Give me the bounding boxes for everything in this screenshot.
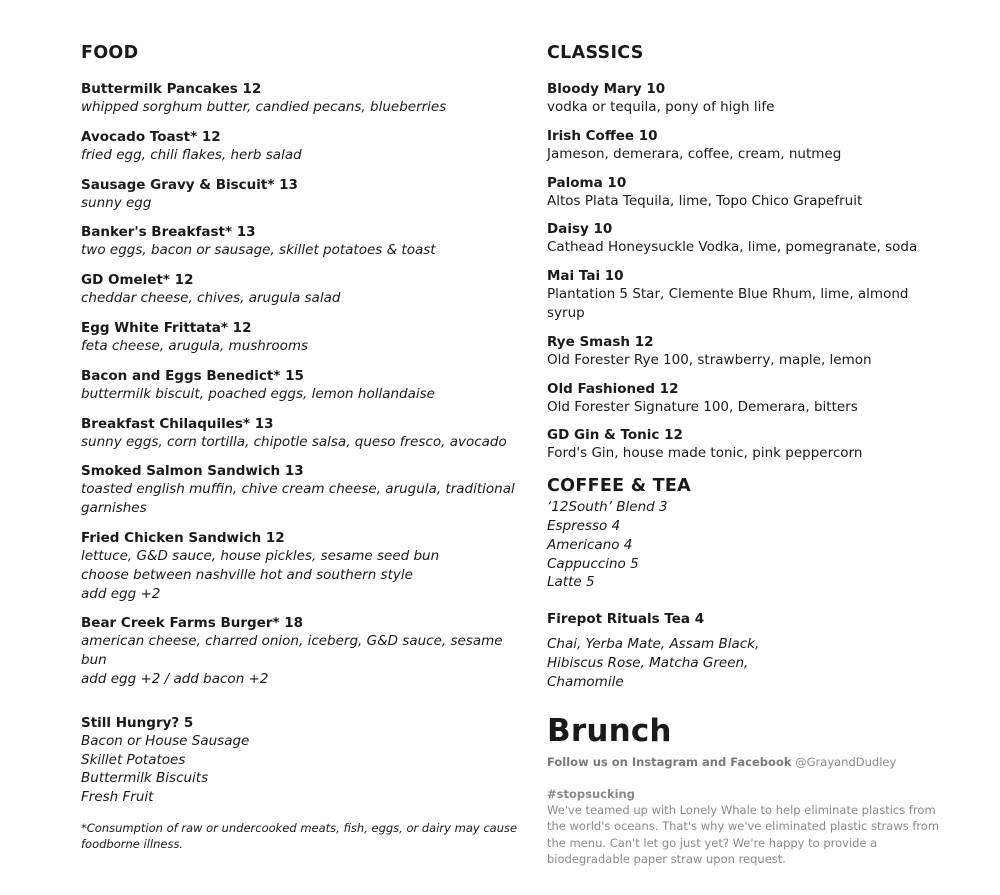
drink-name: Old Fashioned 12	[547, 380, 679, 397]
notice-line: the menu. Can't let go just yet? We're happy to provide a	[547, 835, 878, 850]
coffee-list	[547, 498, 947, 592]
item-desc: lettuce, G&D sauce, house pickles, sesame seed bun	[81, 547, 440, 564]
item-name: Fried Chicken Sandwich 12	[81, 529, 285, 546]
drink-item	[547, 333, 947, 370]
menu-item	[81, 415, 521, 452]
item-desc: sunny eggs, corn tortilla, chipotle salsa, queso fresco, avocado	[81, 433, 507, 450]
drink-item	[547, 174, 947, 211]
coffee-item: ‘12South’ Blend 3	[547, 499, 668, 516]
item-desc: toasted english muffin, chive cream cheese, arugula, traditional	[81, 481, 515, 498]
item-desc: fried egg, chili flakes, herb salad	[81, 146, 302, 163]
drink-name: Mai Tai 10	[547, 268, 624, 285]
item-desc: cheddar cheese, chives, arugula salad	[81, 290, 341, 307]
item-name: Smoked Salmon Sandwich 13	[81, 463, 304, 480]
item-desc: sunny egg	[81, 194, 152, 211]
drink-name: Daisy 10	[547, 221, 613, 238]
still-hungry-title: Still Hungry? 5	[81, 714, 194, 731]
tea-name: Firepot Rituals Tea 4	[547, 611, 705, 628]
drink-name: Irish Coffee 10	[547, 127, 658, 144]
drink-desc: Old Forester Signature 100, Demerara, bitters	[547, 398, 858, 415]
drinks-column	[547, 42, 947, 868]
tea-flavor-line: Chamomile	[547, 673, 624, 690]
menu-item	[81, 271, 521, 308]
menu-item	[81, 529, 521, 603]
drink-item	[547, 380, 947, 417]
drink-item	[547, 80, 947, 117]
drink-desc: Cathead Honeysuckle Vodka, lime, pomegranate, soda	[547, 239, 918, 256]
drink-name: Rye Smash 12	[547, 333, 654, 350]
drink-item	[547, 220, 947, 257]
drink-item	[547, 127, 947, 164]
side-item: Bacon or House Sausage	[81, 732, 250, 749]
social-handle: @GrayandDudley	[791, 754, 897, 769]
drink-desc: Plantation 5 Star, Clemente Blue Rhum, lime, almond syrup	[547, 286, 909, 321]
menu-item	[81, 176, 521, 213]
side-item: Fresh Fruit	[81, 789, 154, 806]
tea-section	[547, 610, 947, 691]
disclaimer-line: *Consumption of raw or undercooked meats, fish, eggs, or dairy may cause	[81, 820, 518, 835]
menu-item	[81, 80, 521, 117]
hashtag: #stopsucking	[547, 786, 635, 801]
drink-desc: Jameson, demerara, coffee, cream, nutmeg	[547, 145, 842, 162]
item-desc: two eggs, bacon or sausage, skillet potatoes & toast	[81, 242, 436, 259]
menu-item	[81, 223, 521, 260]
tea-flavors	[547, 635, 947, 691]
item-name: Sausage Gravy & Biscuit* 13	[81, 176, 298, 193]
item-name: GD Omelet* 12	[81, 272, 194, 289]
drink-name: GD Gin & Tonic 12	[547, 427, 683, 444]
coffee-item: Americano 4	[547, 536, 633, 553]
coffee-item: Cappuccino 5	[547, 555, 639, 572]
item-desc: feta cheese, arugula, mushrooms	[81, 337, 309, 354]
tea-flavor-line: Chai, Yerba Mate, Assam Black,	[547, 636, 760, 653]
item-name: Avocado Toast* 12	[81, 128, 221, 145]
straw-notice	[547, 802, 942, 868]
notice-line: We've teamed up with Lonely Whale to help eliminate plastics from	[547, 802, 936, 817]
item-desc: garnishes	[81, 500, 147, 517]
item-name: Banker's Breakfast* 13	[81, 224, 256, 241]
social-follow	[547, 755, 947, 770]
menu-item	[81, 367, 521, 404]
classics-list	[547, 80, 947, 463]
item-name: Bacon and Eggs Benedict* 15	[81, 367, 304, 384]
drink-item	[547, 267, 947, 323]
drink-name: Bloody Mary 10	[547, 81, 666, 97]
menu-item	[81, 319, 521, 356]
item-desc: whipped sorghum butter, candied pecans, blueberries	[81, 99, 447, 115]
item-name: Buttermilk Pancakes 12	[81, 81, 262, 97]
food-column	[81, 42, 521, 852]
menu-item	[81, 614, 521, 688]
item-name: Breakfast Chilaquiles* 13	[81, 415, 274, 432]
notice-line: the world's oceans. That's why we've eliminated plastic straws from	[547, 819, 940, 834]
menu-item	[81, 462, 521, 518]
item-desc: choose between nashville hot and southern style	[81, 566, 413, 583]
notice-line: biodegradable paper straw upon request.	[547, 852, 786, 867]
coffee-item: Espresso 4	[547, 517, 621, 534]
item-name: Egg White Frittata* 12	[81, 319, 252, 336]
coffee-tea-heading: COFFEE & TEA	[547, 476, 692, 497]
drink-item	[547, 426, 947, 463]
side-item: Buttermilk Biscuits	[81, 770, 209, 787]
drink-desc: vodka or tequila, pony of high life	[547, 99, 775, 115]
consumption-disclaimer	[81, 820, 521, 852]
item-desc: add egg +2	[81, 585, 161, 602]
drink-desc: Ford's Gin, house made tonic, pink peppercorn	[547, 445, 863, 462]
still-hungry-section	[81, 714, 521, 807]
classics-heading: CLASSICS	[547, 43, 644, 63]
drink-name: Paloma 10	[547, 174, 627, 191]
side-item: Skillet Potatoes	[81, 751, 186, 768]
food-heading: FOOD	[81, 43, 139, 63]
menu-item	[81, 128, 521, 165]
coffee-item: Latte 5	[547, 574, 595, 591]
disclaimer-line: foodborne illness.	[81, 836, 184, 851]
drink-desc: Altos Plata Tequila, lime, Topo Chico Grapefruit	[547, 192, 863, 209]
brunch-title: Brunch	[547, 712, 672, 749]
item-name: Bear Creek Farms Burger* 18	[81, 615, 304, 632]
item-desc: add egg +2 / add bacon +2	[81, 670, 269, 687]
drink-desc: Old Forester Rye 100, strawberry, maple, lemon	[547, 351, 872, 368]
tea-flavor-line: Hibiscus Rose, Matcha Green,	[547, 654, 749, 671]
follow-label: Follow us on Instagram and Facebook	[547, 754, 792, 769]
item-desc: buttermilk biscuit, poached eggs, lemon hollandaise	[81, 385, 435, 402]
item-desc: american cheese, charred onion, iceberg, G&D sauce, sesame bun	[81, 633, 503, 669]
food-list	[81, 80, 521, 689]
